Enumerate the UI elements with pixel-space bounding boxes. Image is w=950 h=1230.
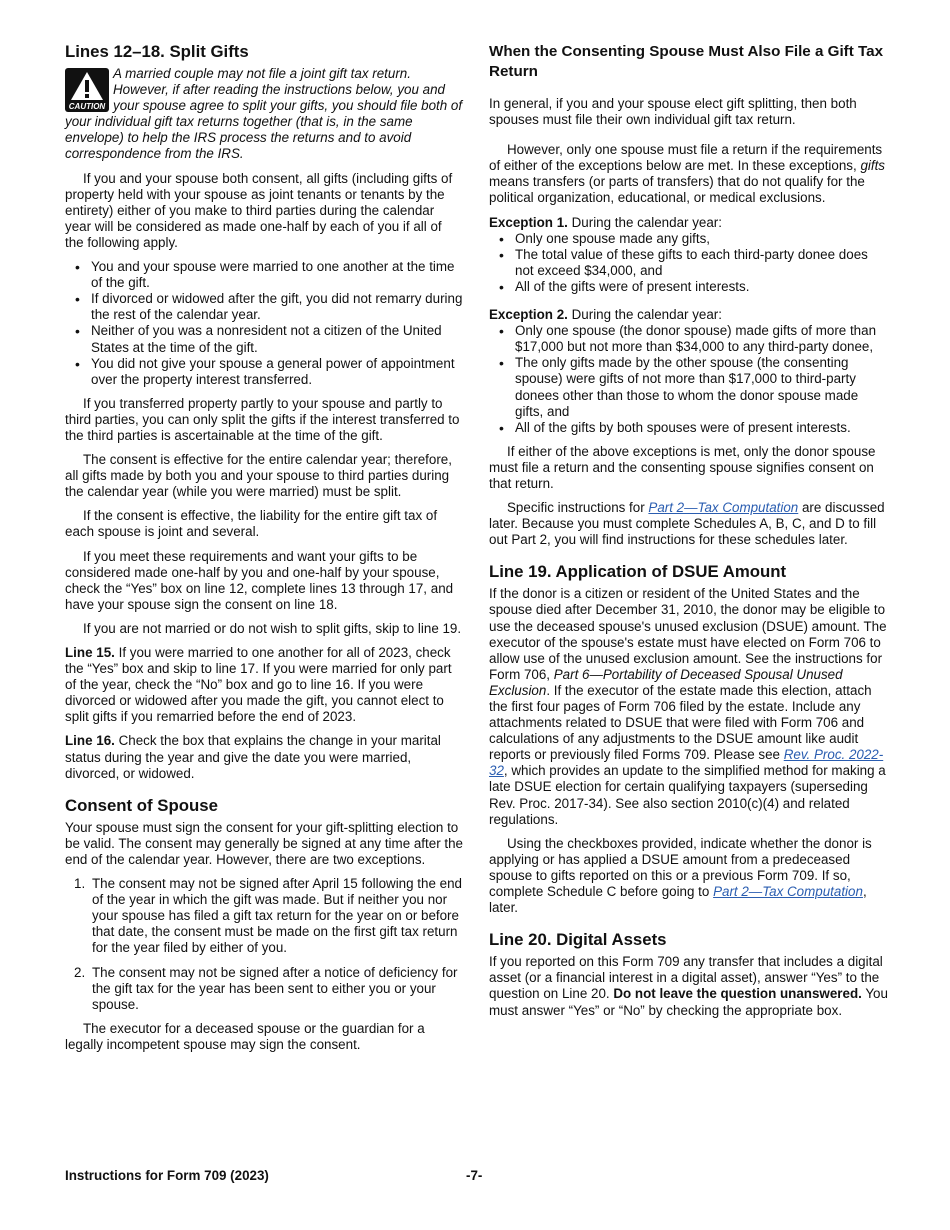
- list-item: • The total value of these gifts to each third-party donee does not exceed $34,000, and: [489, 247, 889, 279]
- list-item: • All of the gifts were of present interests.: [489, 279, 889, 295]
- caution-text: A married couple may not file a joint gift tax return. However, if after reading the instructions below, you and your spouse agree to split your gifts, you should file both of your individual gift tax returns together (that is, in the same envelope) to help the IRS process the returns and to avoid correspondence from the IRS.: [65, 66, 463, 162]
- paragraph: If the consent is effective, the liability for the entire gift tax of each spouse is joint and several.: [65, 508, 438, 540]
- section-heading-split-gifts: Lines 12–18. Split Gifts: [65, 42, 249, 61]
- section-heading-line-20: Line 20. Digital Assets: [489, 930, 667, 950]
- paragraph: If you and your spouse both consent, all gifts (including gifts of property held with your spouse as joint tenants or tenants by the entirety) either of you make to third parties during the calendar year will be considered as made one-half by each of you if all of the following apply.: [65, 170, 453, 250]
- list-item: 1. The consent may not be signed after April 15 following the end of the year in which the gift was made. But if neither you nor your spouse has filed a gift tax return for the year on or before that date, the consent must be made on the first gift tax return for the year filed by either of you.: [74, 876, 462, 956]
- exception-1-list: [489, 231, 889, 295]
- exception-2-label: Exception 2. During the calendar year:: [489, 307, 722, 323]
- line-15-label: Line 15.: [65, 645, 115, 660]
- list-item: • The only gifts made by the other spouse (the consenting spouse) were gifts of not more than $17,000 to third-party donees other than those to whom the donor spouse made gifts, and: [489, 355, 889, 419]
- list-item: • All of the gifts by both spouses were of present interests.: [489, 420, 889, 436]
- footer-title: Instructions for Form 709 (2023): [65, 1168, 269, 1183]
- paragraph: If you are not married or do not wish to split gifts, skip to line 19.: [83, 620, 462, 636]
- line-16-paragraph: [65, 733, 463, 781]
- part-2-tax-computation-link[interactable]: Part 2—Tax Computation: [648, 500, 799, 516]
- paragraph: In general, if you and your spouse elect gift splitting, then both spouses must file their own individual gift tax return.: [489, 96, 857, 128]
- paragraph: If either of the above exceptions is met, only the donor spouse must file a return and the consenting spouse signifies consent on that return.: [489, 443, 876, 491]
- section-heading-consenting-spouse: When the Consenting Spouse Must Also File a Gift Tax Return: [489, 43, 884, 80]
- list-item: • If divorced or widowed after the gift, you did not remarry during the rest of the calendar year.: [65, 291, 463, 323]
- consent-exceptions-list: [65, 876, 463, 1013]
- line-15-text: If you were married to one another for all of 2023, check the “Yes” box and skip to line 17. If you were married for only part of the year, check the “No” box and go to line 16. If you were divorced or widowed after you made the gift, you cannot elect to split gifts if you remarried before the end of 2023.: [65, 645, 452, 725]
- conditions-list: [65, 259, 463, 388]
- list-item: • You did not give your spouse a general power of appointment over the property interest transferred.: [65, 356, 463, 388]
- right-column: [489, 42, 889, 1027]
- list-item: • Only one spouse (the donor spouse) made gifts of more than $17,000 but not more than $34,000 to any third-party donee,: [489, 323, 889, 355]
- line-16-text: Check the box that explains the change in your marital status during the year and give the date you were married, divorced, or widowed.: [65, 733, 441, 781]
- paragraph: Using the checkboxes provided, indicate whether the donor is applying or has applied a DSUE amount from a predeceased spouse to gifts reported on this or a previous Form 709. If so, complete Schedule C before going to Part 2—Tax Computation, later.: [489, 835, 872, 916]
- paragraph: The consent is effective for the entire calendar year; therefore, all gifts made by both you and your spouse to third parties during the calendar year (while you were married) must be split.: [65, 452, 452, 500]
- list-item: • Only one spouse made any gifts,: [489, 231, 889, 247]
- paragraph: If the donor is a citizen or resident of the United States and the spouse died after December 31, 2010, the donor may be eligible to use the deceased spouse's unused exclusion (DSUE) amount. The executor of the spouse's estate must have elected on Form 706 to allow use of the unused exclusion amount. See the instructions for Form 706, Part 6—Portability of Deceased Spousal Unused Exclusion. If the executor of the estate made this election, attach the first four pages of Form 706 filed by the estate. Include any attachments related to DSUE that were filed with Form 706 and calculations of any adjustments to the DSUE amount like audit reports or previously filed Forms 709. Please see Rev. Proc. 2022-32, which provides an update to the simplified method for making a late DSUE election for certain qualifying taxpayers (superseding Rev. Proc. 2017-34). See also section 2010(c)(4) and related regulations.: [489, 586, 887, 827]
- line-16-label: Line 16.: [65, 733, 115, 749]
- svg-text:CAUTION: CAUTION: [68, 102, 106, 111]
- left-column: [65, 42, 463, 1061]
- list-item: 2. The consent may not be signed after a notice of deficiency for the gift tax for the year has been sent to either you or your spouse.: [74, 964, 458, 1012]
- page-footer: [65, 1168, 905, 1184]
- paragraph: If you transferred property partly to your spouse and partly to third parties, you can only split the gifts if the interest transferred to the third parties is ascertainable at the time of the gift.: [65, 395, 460, 443]
- paragraph: If you meet these requirements and want your gifts to be considered made one-half by you and one-half by your spouse, check the “Yes” box on line 12, complete lines 13 through 17, and have your spouse sign the consent on line 18.: [65, 548, 454, 612]
- list-item: • You and your spouse were married to one another at the time of the gift.: [65, 259, 463, 291]
- line-15-paragraph: [65, 645, 463, 725]
- section-heading-line-19: Line 19. Application of DSUE Amount: [489, 562, 787, 582]
- list-item: • Neither of you was a nonresident not a citizen of the United States at the time of the gift.: [65, 323, 463, 355]
- paragraph: The executor for a deceased spouse or the guardian for a legally incompetent spouse may sign the consent.: [65, 1020, 425, 1052]
- caution-icon: [65, 68, 109, 112]
- caution-note: [65, 66, 463, 163]
- exception-2-list: [489, 323, 889, 436]
- rev-proc-2022-32-link[interactable]: Rev. Proc. 2022-32: [489, 747, 884, 779]
- section-heading-consent: Consent of Spouse: [65, 795, 218, 815]
- part-2-tax-computation-link-2[interactable]: Part 2—Tax Computation: [713, 884, 863, 900]
- page-number: -7-: [466, 1168, 483, 1183]
- paragraph: If you reported on this Form 709 any transfer that includes a digital asset (or a financial interest in a digital asset), answer “Yes” to the question on Line 20. Do not leave the question unanswered. You must answer “Yes” or “No” by checking the appropriate box.: [489, 954, 888, 1018]
- paragraph: Your spouse must sign the consent for your gift-splitting election to be valid. The consent may generally be signed at any time after the end of the calendar year. However, there are two exceptions.: [65, 819, 463, 867]
- paragraph: Specific instructions for Part 2—Tax Computation are discussed later. Because you must complete Schedules A, B, C, and D to fill out Part 2, you will find instructions for these schedules later.: [489, 500, 885, 548]
- paragraph: However, only one spouse must file a return if the requirements of either of the exceptions below are met. In these exceptions, gifts means transfers (or parts of transfers) that do not qualify for the political organization, educational, or medical exclusions.: [489, 142, 885, 206]
- exception-1-label: Exception 1. During the calendar year:: [489, 214, 722, 230]
